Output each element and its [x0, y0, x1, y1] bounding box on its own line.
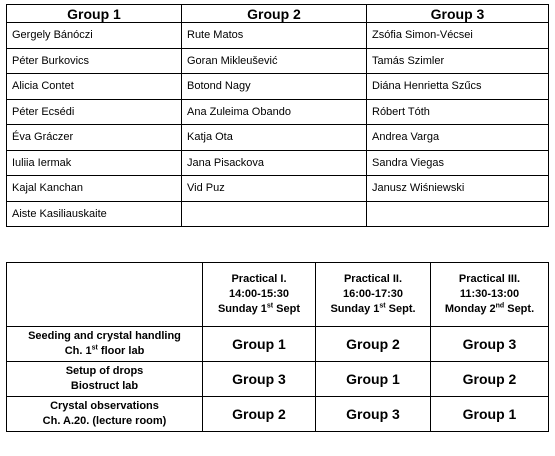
member-cell: Gergely Bánóczi: [7, 23, 182, 49]
member-cell: Éva Gráczer: [7, 125, 182, 151]
member-cell: Jana Pisackova: [182, 150, 367, 176]
schedule-table: [6, 262, 549, 432]
table-row: [7, 362, 549, 397]
member-cell: Diána Henrietta Szűcs: [367, 74, 549, 100]
member-cell: Botond Nagy: [182, 74, 367, 100]
group-3-header: Group 3: [367, 5, 549, 23]
assigned-group-cell: Group 1: [203, 327, 316, 362]
member-cell: Sandra Viegas: [367, 150, 549, 176]
groups-table: [6, 4, 549, 227]
member-cell: [182, 201, 367, 227]
empty-corner-cell: [7, 263, 203, 327]
practical-time: 16:00-17:30: [343, 288, 403, 300]
member-cell: Aiste Kasiliauskaite: [7, 201, 182, 227]
practical-title: Practical II.: [343, 273, 403, 285]
member-cell: Alicia Contet: [7, 74, 182, 100]
practical-title: Practical III.: [458, 273, 521, 285]
assigned-group-cell: Group 3: [203, 362, 316, 397]
practical-title: Practical I.: [231, 273, 287, 285]
table-row: [7, 201, 549, 227]
schedule-header-row: [7, 263, 549, 327]
member-cell: Vid Puz: [182, 176, 367, 202]
member-cell: [367, 201, 549, 227]
activity-cell: Crystal observations Ch. A.20. (lecture room): [7, 397, 203, 432]
assigned-group-cell: Group 2: [316, 327, 431, 362]
member-cell: Péter Burkovics: [7, 48, 182, 74]
assigned-group-cell: Group 3: [316, 397, 431, 432]
table-row: [7, 397, 549, 432]
practical-1-header: [203, 263, 316, 327]
group-2-header: Group 2: [182, 5, 367, 23]
member-cell: Kajal Kanchan: [7, 176, 182, 202]
member-cell: Iuliia Iermak: [7, 150, 182, 176]
table-row: [7, 176, 549, 202]
practical-time: 11:30-13:00: [459, 288, 520, 300]
member-cell: Janusz Wiśniewski: [367, 176, 549, 202]
assigned-group-cell: Group 1: [431, 397, 549, 432]
table-row: [7, 150, 549, 176]
table-row: [7, 99, 549, 125]
group-1-header: Group 1: [7, 5, 182, 23]
member-cell: Katja Ota: [182, 125, 367, 151]
table-row: [7, 48, 549, 74]
practical-day: Sunday 1st Sept.: [330, 302, 416, 315]
activity-cell: Seeding and crystal handling Ch. 1st floor lab: [7, 327, 203, 362]
practical-time: 14:00-15:30: [229, 288, 289, 300]
table-row: [7, 74, 549, 100]
practical-3-header: [431, 263, 549, 327]
table-row: [7, 23, 549, 49]
member-cell: Goran Mikleušević: [182, 48, 367, 74]
member-cell: Ana Zuleima Obando: [182, 99, 367, 125]
member-cell: Zsófia Simon-Vécsei: [367, 23, 549, 49]
practical-day: Sunday 1st Sept: [217, 302, 301, 315]
groups-header-row: [7, 5, 549, 23]
practical-2-header: [316, 263, 431, 327]
practical-day: Monday 2nd Sept.: [444, 302, 535, 315]
member-cell: Andrea Varga: [367, 125, 549, 151]
member-cell: Péter Ecsédi: [7, 99, 182, 125]
assigned-group-cell: Group 1: [316, 362, 431, 397]
assigned-group-cell: Group 3: [431, 327, 549, 362]
table-row: [7, 125, 549, 151]
member-cell: Róbert Tóth: [367, 99, 549, 125]
member-cell: Tamás Szimler: [367, 48, 549, 74]
member-cell: Rute Matos: [182, 23, 367, 49]
activity-cell: Setup of drops Biostruct lab: [7, 362, 203, 397]
assigned-group-cell: Group 2: [431, 362, 549, 397]
table-row: [7, 327, 549, 362]
assigned-group-cell: Group 2: [203, 397, 316, 432]
